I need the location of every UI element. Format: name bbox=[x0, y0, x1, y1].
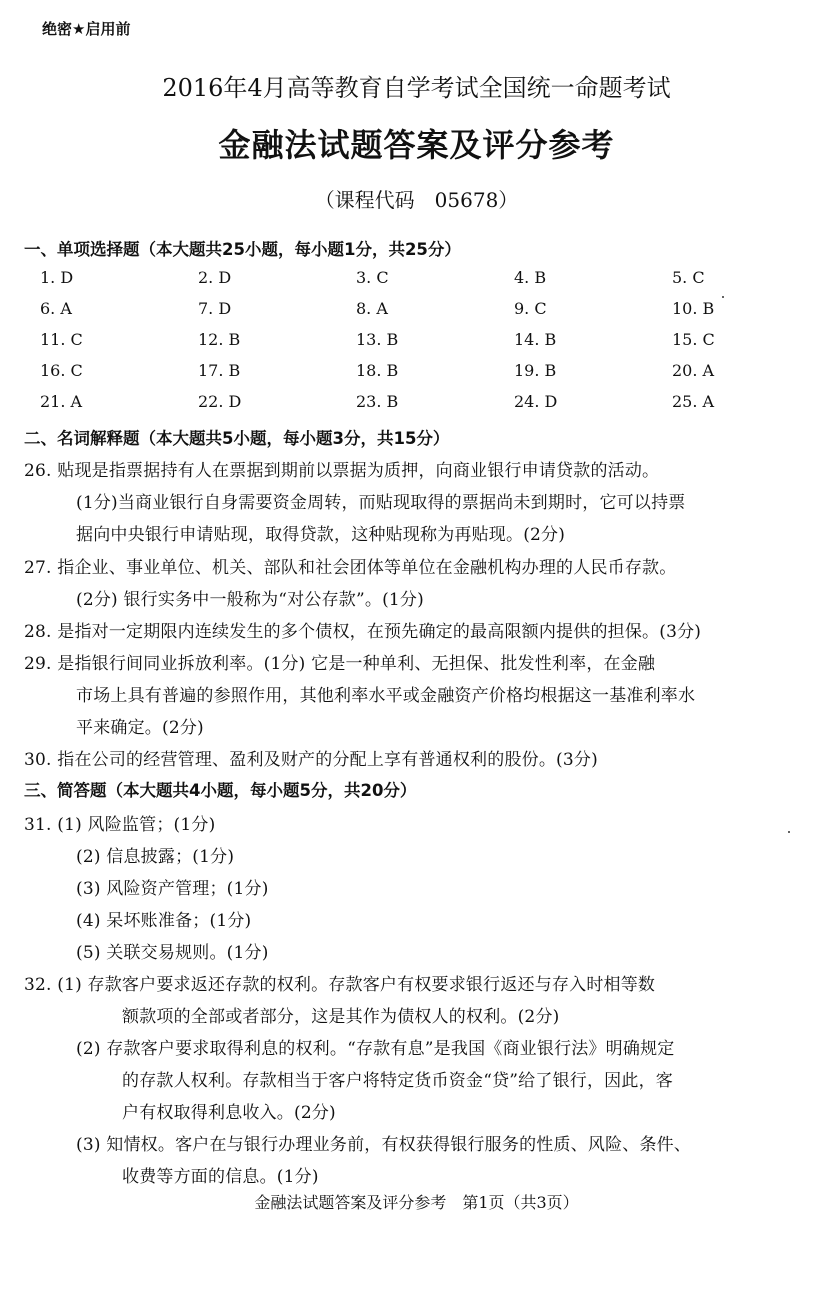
answer-29-line-2: 市场上具有普遍的参照作用，其他利率水平或金融资产价格均根据这一基准利率水 bbox=[76, 686, 696, 706]
answer-28-line-1: 28. 是指对一定期限内连续发生的多个债权，在预先确定的最高限额内提供的担保。(3分) bbox=[24, 622, 702, 642]
answer-item: 24. D bbox=[514, 392, 558, 411]
answer-item: 12. B bbox=[198, 330, 241, 349]
answer-item: 11. C bbox=[40, 330, 83, 349]
course-code: （课程代码 05678） bbox=[314, 188, 519, 212]
answer-item: 5. C bbox=[672, 268, 705, 287]
answer-item: 6. A bbox=[40, 299, 72, 318]
answer-item: 10. B bbox=[672, 299, 715, 318]
answer-31-item-3: (3) 风险资产管理；(1分) bbox=[76, 879, 269, 899]
answer-30-line-1: 30. 指在公司的经营管理、盈利及财产的分配上享有普通权利的股份。(3分) bbox=[24, 750, 598, 770]
answer-31-item-1: 31. (1) 风险监管；(1分) bbox=[24, 815, 216, 835]
answer-29-line-1: 29. 是指银行间同业拆放利率。(1分) 它是一种单利、无担保、批发性利率，在金融 bbox=[24, 654, 656, 674]
answer-row bbox=[24, 268, 804, 298]
page-footer: 金融法试题答案及评分参考 第1页（共3页） bbox=[254, 1193, 579, 1212]
answer-item: 17. B bbox=[198, 361, 241, 380]
answer-item: 16. C bbox=[40, 361, 83, 380]
answer-item: 2. D bbox=[198, 268, 232, 287]
answer-item: 15. C bbox=[672, 330, 715, 349]
answer-32-part-1-line-2: 额款项的全部或者部分，这是其作为债权人的权利。(2分) bbox=[122, 1007, 560, 1027]
answer-32-part-3-line-1: (3) 知情权。客户在与银行办理业务前，有权获得银行服务的性质、风险、条件、 bbox=[76, 1135, 692, 1155]
section-heading-multiple-choice: 一、单项选择题（本大题共25小题，每小题1分，共25分） bbox=[24, 240, 461, 259]
answer-31-item-4: (4) 呆坏账准备；(1分) bbox=[76, 911, 252, 931]
answer-26-line-3: 据向中央银行申请贴现，取得贷款，这种贴现称为再贴现。(2分) bbox=[76, 525, 566, 545]
answer-31-item-2: (2) 信息披露；(1分) bbox=[76, 847, 235, 867]
answer-27-line-2: (2分) 银行实务中一般称为“对公存款”。(1分) bbox=[76, 590, 424, 610]
answer-item: 3. C bbox=[356, 268, 389, 287]
answer-item: 4. B bbox=[514, 268, 547, 287]
answer-row bbox=[24, 299, 804, 329]
exam-title: 2016年4月高等教育自学考试全国统一命题考试 bbox=[162, 74, 671, 102]
answer-item: 7. D bbox=[198, 299, 232, 318]
answer-item: 9. C bbox=[514, 299, 547, 318]
answer-item: 18. B bbox=[356, 361, 399, 380]
answer-item: 14. B bbox=[514, 330, 557, 349]
answer-31-item-5: (5) 关联交易规则。(1分) bbox=[76, 943, 269, 963]
answer-row bbox=[24, 361, 804, 391]
answer-row bbox=[24, 330, 804, 360]
answer-item: 22. D bbox=[198, 392, 242, 411]
section-heading-short-answer: 三、简答题（本大题共4小题，每小题5分，共20分） bbox=[24, 781, 417, 800]
scan-speck bbox=[722, 296, 724, 298]
answer-26-line-2: (1分)当商业银行自身需要资金周转，而贴现取得的票据尚未到期时，它可以持票 bbox=[76, 493, 686, 513]
answer-32-part-2-line-2: 的存款人权利。存款相当于客户将特定货币资金“贷”给了银行，因此，客 bbox=[122, 1071, 673, 1091]
answer-item: 23. B bbox=[356, 392, 399, 411]
answer-item: 13. B bbox=[356, 330, 399, 349]
confidential-label: 绝密★启用前 bbox=[42, 20, 131, 38]
answer-26-line-1: 26. 贴现是指票据持有人在票据到期前以票据为质押，向商业银行申请贷款的活动。 bbox=[24, 461, 660, 481]
answer-row bbox=[24, 392, 804, 422]
answer-29-line-3: 平来确定。(2分) bbox=[76, 718, 204, 738]
answer-item: 19. B bbox=[514, 361, 557, 380]
answer-item: 20. A bbox=[672, 361, 715, 380]
answer-32-part-2-line-3: 户有权取得利息收入。(2分) bbox=[122, 1103, 336, 1123]
answer-32-part-1-line-1: 32. (1) 存款客户要求返还存款的权利。存款客户有权要求银行返还与存入时相等数 bbox=[24, 975, 656, 995]
answer-32-part-3-line-2: 收费等方面的信息。(1分) bbox=[122, 1167, 319, 1187]
section-heading-term-explanation: 二、名词解释题（本大题共5小题，每小题3分，共15分） bbox=[24, 429, 450, 448]
document-title: 金融法试题答案及评分参考 bbox=[218, 126, 615, 164]
answer-item: 25. A bbox=[672, 392, 715, 411]
answer-item: 21. A bbox=[40, 392, 83, 411]
scan-speck bbox=[788, 831, 790, 833]
answer-32-part-2-line-1: (2) 存款客户要求取得利息的权利。“存款有息”是我国《商业银行法》明确规定 bbox=[76, 1039, 675, 1059]
answer-27-line-1: 27. 指企业、事业单位、机关、部队和社会团体等单位在金融机构办理的人民币存款。 bbox=[24, 558, 677, 578]
answer-item: 8. A bbox=[356, 299, 388, 318]
answer-item: 1. D bbox=[40, 268, 74, 287]
